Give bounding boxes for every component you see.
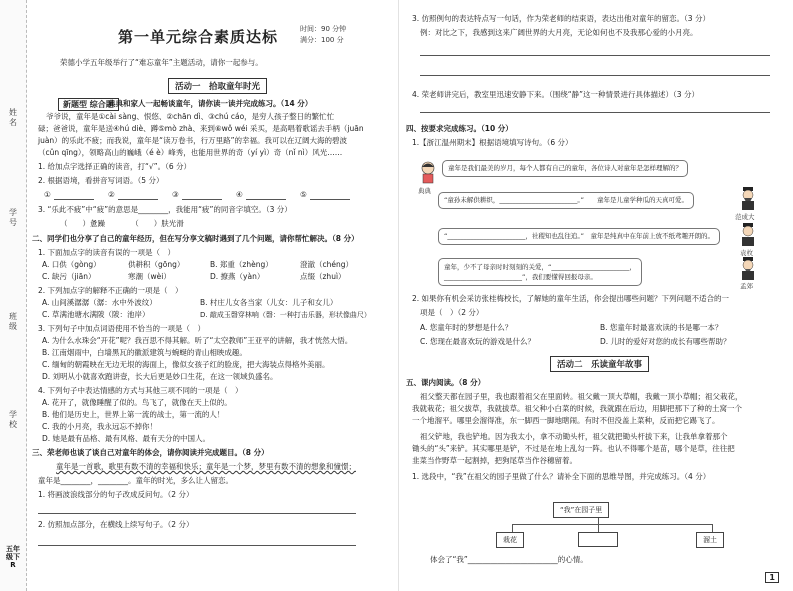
q3-sub2: 2. 仿照加点部分，在横线上续写句子。（2 分） — [38, 520, 194, 529]
q4-s2-opt-d[interactable]: D. 儿时的爱好对您的成长有哪些帮助？ — [600, 337, 731, 346]
poem-bubble-2: “________________________，社稷知也乱往追。” 童年是纯真中在年前上放不纸鸢趣开朗的。 — [438, 228, 720, 245]
q2-s4-opt-c[interactable]: C. 我的小月亮，我永远忘不掉你！ — [42, 422, 158, 431]
reading-line4: 祖父铲地，我也铲地。因为我太小，拿不动锄头杆，祖父就把锄头杆拔下来，让我单拿着那个 — [420, 432, 728, 441]
name-label: 姓名 — [9, 108, 17, 127]
q1-sub3: 3. “乐此不疲”中“疲”的意思是________，我能用“疲”的同音字填空。（3 分） — [38, 205, 292, 214]
q2-s4-opt-b[interactable]: B. 他们是历史上，世界上第一流的战士，第一流的人！ — [42, 410, 225, 419]
q4-heading: 四、按要求完成练习。（10 分） — [406, 124, 513, 133]
q2-s1-opt-c[interactable]: C. 缺污（jiān） — [42, 272, 96, 281]
q2-s1-opt-a[interactable]: A. 口供（gòng） — [42, 260, 101, 269]
q2-s1-opt-b[interactable]: B. 郑重（zhèng） — [210, 260, 273, 269]
student-no-label: 学号 — [9, 208, 17, 227]
poet-yuan-mei-icon — [738, 222, 758, 246]
reading-line1: 祖父整天都在园子里，我也跟着祖父在里面转。祖父戴一顶大草帽，我戴一顶小草帽；祖父栽花， — [420, 392, 743, 401]
q4-s2-opt-a[interactable]: A. 您童年时的梦想是什么？ — [420, 323, 513, 332]
mindmap-branch-left — [512, 524, 513, 532]
exam-meta — [300, 24, 346, 46]
right-q3-example: 例：对比之下，我感到这来广阔世界的大月亮，无论如何也不及我那心爱的小月亮。 — [420, 28, 698, 37]
diandian-name: 典典 — [418, 187, 431, 195]
q1-sub2: 2. 根据语境，看拼音写词语。（5 分） — [38, 176, 164, 185]
right-q3-answer-line[interactable] — [420, 55, 770, 56]
mindmap-branch — [512, 524, 712, 525]
q2-s1-opt-a2: 供耕积（gōng） — [128, 260, 185, 269]
exam-title: 第一单元综合素质达标 — [118, 28, 279, 46]
q2-sub3: 3. 下列句子中加点词语使用不恰当的一项是（ ） — [38, 324, 206, 333]
reading-line3: 一个地溜平。哪里会溜得准，东一脚西一脚地瞎闹。有时不但没盖上菜种，反而把它踢飞了。 — [412, 416, 720, 425]
q3-sub2-answer-line[interactable] — [38, 545, 356, 546]
feeling-blank-sentence: 体会了“我”________________________的心情。 — [430, 555, 588, 564]
q4-s2-opt-c[interactable]: C. 您现在最喜欢玩的游戏是什么？ — [420, 337, 536, 346]
q2-s3-opt-a[interactable]: A. 为什么水珠会“开花”呢？我百思不得其解。听了“太空教师”王亚平的讲解，我才恍然大悟。 — [42, 336, 353, 345]
question-type-tag: 新题型 综合题 — [58, 98, 119, 111]
q2-s2-opt-b[interactable]: B. 村庄儿女各当家（儿女：儿子和女儿） — [200, 298, 338, 307]
q5-heading: 五、课内阅读。（8 分） — [406, 378, 486, 387]
q3-quote: 童年是一首歌，歌里有数不清的幸福和快乐；童年是一个梦，梦里有数不清的想象和憧憬； — [56, 462, 356, 471]
reading-line5: 锄头的“头”来铲。其实哪里是铲，不过是在地上乱勾一阵。也认不得哪个是苗，哪个是草，往往把 — [412, 444, 735, 453]
blank-2[interactable] — [118, 199, 158, 200]
q2-s3-opt-b[interactable]: B. 江南烟雨中，白墙黑瓦的徽派建筑与蜿蜒的青山相映成趣。 — [42, 348, 247, 357]
grade-brand: 五年级下 R — [6, 545, 20, 569]
reading-line6: 韭菜当作野草一起割掉，把狗尾草当作谷穗留着。 — [412, 456, 577, 465]
q1-para-line4: （cǔn qīng），领略高山的巍峨（é è）峰秀，也能用世界的奇（yí yì）奇（nǐ nì）风光…… — [38, 148, 343, 157]
right-q4: 4. 荣老师讲完后，教室里迅速安静下来。（围绕“静”这一种情景进行具体描述）（3 分） — [412, 90, 699, 99]
q1-para-line2: 碌；爸爸说，童年是送④hú diè、蹲⑤mò zhà、来到⑥wǒ wéi 采买，是高唱着歌谣去手柄（juān — [38, 124, 364, 133]
q2-s1-opt-d2: 点缀（zhuì） — [300, 272, 346, 281]
q2-s2-opt-a[interactable]: A. 山间溪潺潺（潺：水中外波纹） — [42, 298, 157, 307]
blank-5[interactable] — [310, 199, 350, 200]
q2-heading: 二、同学们也分享了自己的童年经历，但在写分享文稿时遇到了几个问题，请你帮忙解决。（8 分） — [32, 234, 359, 243]
blank-1-label: ① — [44, 190, 51, 199]
q4-sub2-cont: 项是（ ）（2 分） — [420, 308, 484, 317]
blank-3-label: ③ — [172, 190, 179, 199]
page-number: 1 — [765, 572, 779, 583]
blank-4-label: ④ — [236, 190, 243, 199]
q2-s1-opt-d[interactable]: D. 撩燕（yàn） — [210, 272, 265, 281]
q1-heading: 典典和家人一起畅谈童年，请你读一读并完成练习。（14 分） — [108, 99, 313, 108]
diandian-speech-bubble: 童年是我们最美的岁月，每个人都有自己的童年，各位诗人对童年是怎样理解的？ — [442, 160, 688, 177]
blank-2-label: ② — [108, 190, 115, 199]
activity-one-heading: 活动一 拾取童年时光 — [168, 78, 267, 94]
mindmap-node-3: 溜土 — [696, 532, 724, 548]
q4-s2-opt-b[interactable]: B. 您童年时最喜欢读的书是哪一本？ — [600, 323, 723, 332]
binding-strip — [0, 0, 27, 591]
q5-sub1: 1. 选段中，“我”在祖父的园子里做了什么？请补全下面的思维导图，并完成练习。（4 分） — [412, 472, 711, 481]
poet-fan-chengda-icon — [738, 186, 758, 210]
blank-3[interactable] — [182, 199, 222, 200]
right-q4-answer-line[interactable] — [420, 112, 770, 113]
right-q3-answer-line-2[interactable] — [420, 75, 770, 76]
poet-name-2: 袁枚 — [740, 249, 753, 257]
activity-two-heading: 活动二 乐读童年故事 — [550, 356, 649, 372]
exam-score: 满分：100 分 — [300, 36, 344, 44]
poet-name-1: 范成大 — [735, 213, 755, 221]
q3-sub1-answer-line[interactable] — [38, 513, 356, 514]
q2-s1-opt-b2: 澄澈（chéng） — [300, 260, 354, 269]
q1-sub3-fill: （ ）惫躁 （ ）肤光滑 — [60, 219, 184, 228]
poem-bubble-1: “童孙未解供耕织，________________________。” 童年是儿童学种瓜的天真可爱。 — [438, 192, 694, 209]
poet-meng-jiao-icon — [738, 256, 758, 280]
poem-bubble-3 — [438, 258, 642, 286]
poem-bubble-3-line1: 童年，少不了母亲时时刻刻的关爱，“________________________， — [444, 263, 636, 271]
diandian-avatar-icon — [418, 160, 438, 184]
intro-text: 荣德小学五年级举行了“难忘童年”主题活动，请你一起参与。 — [60, 58, 263, 67]
poet-name-3: 孟郊 — [740, 282, 753, 290]
q2-sub4: 4. 下列句子中表达情感的方式与其他三项不同的一项是（ ） — [38, 386, 243, 395]
page-divider — [398, 0, 399, 591]
q2-s3-opt-d[interactable]: D. 刘明从小就喜欢跑讲壹，长大后更是妙口生花，在这一领域负盛名。 — [42, 372, 278, 381]
q2-s2-opt-d[interactable]: D. 敲成玉磬穿林响（磬：一种打击乐器，形状像曲尺） — [200, 311, 371, 319]
poem-bubble-3-line2: ________________________”，我们要懂得回报母亲。 — [444, 273, 597, 281]
blank-1[interactable] — [54, 199, 94, 200]
blank-4[interactable] — [246, 199, 286, 200]
q1-para-line1: 爷爷说，童年是①cài sàng、恨悠、②chān dì、③chú cáo，是穷人孩子整日的繁忙忙 — [46, 112, 335, 121]
q1-para-line3: juàn）的乐此不疲；而我说，童年是“读万卷书，行万里路”的幸福。我可以在辽阔大海的碧波 — [38, 136, 347, 145]
blank-5-label: ⑤ — [300, 190, 307, 199]
q2-sub1: 1. 下面加点字的读音有误的一项是（ ） — [38, 248, 176, 257]
class-label: 班级 — [9, 312, 17, 331]
q2-s2-opt-c[interactable]: C. 草满池塘水满陂（陂：池岸） — [42, 310, 150, 319]
mindmap-node-2-blank[interactable] — [578, 532, 618, 547]
q2-s1-opt-c2: 寒潮（wèi） — [128, 272, 171, 281]
q2-s3-opt-c[interactable]: C. 缅甸的朝霞映在无边无垠的海面上，像似女孩子红的脸庞，把大海装点得格外美丽。 — [42, 360, 330, 369]
reading-line2: 我就栽花；祖父拔草，我就拔草。祖父种小白菜的时候，我就跟在后边，用脚把那下了种的土窝一个 — [412, 404, 742, 413]
q4-sub2: 2. 如果你有机会采访张桂梅校长，了解她的童年生活，你会提出哪些问题？下列问题不适合的一 — [412, 294, 730, 303]
school-label: 学校 — [9, 410, 17, 429]
q4-sub1: 1.【浙江温州期末】根据语境填写诗句。（6 分） — [412, 138, 573, 147]
mindmap-node-1: 栽花 — [496, 532, 524, 548]
mindmap-branch-right — [712, 524, 713, 532]
mindmap-branch-mid — [598, 524, 599, 532]
q2-s4-opt-a[interactable]: A. 花开了，就像睡醒了似的。鸟飞了，就像在天上似的。 — [42, 398, 232, 407]
exam-time: 时间：90 分钟 — [300, 25, 347, 33]
q2-sub2: 2. 下列加点字的解释不正确的一项是（ ） — [38, 286, 183, 295]
q3-sub1: 1. 将画波浪线部分的句子改成反问句。（2 分） — [38, 490, 194, 499]
right-q3: 3. 仿照例句的表达特点写一句话，作为荣老师的结束语，表达出他对童年的留恋。（3 分） — [412, 14, 710, 23]
q1-sub1: 1. 给加点字选择正确的读音，打“√”。（6 分） — [38, 162, 191, 171]
q3-quote-cont: 童年是________，________。童年的时光，多么让人留恋。 — [38, 476, 233, 485]
q3-heading: 三、荣老师也谈了谈自己对童年的体会，请你阅读并完成题目。（8 分） — [32, 448, 269, 457]
mindmap-root: “我”在园子里 — [553, 502, 609, 518]
q2-s4-opt-d[interactable]: D. 她是最有品格、最有风格、最有天分的中国人。 — [42, 434, 211, 443]
